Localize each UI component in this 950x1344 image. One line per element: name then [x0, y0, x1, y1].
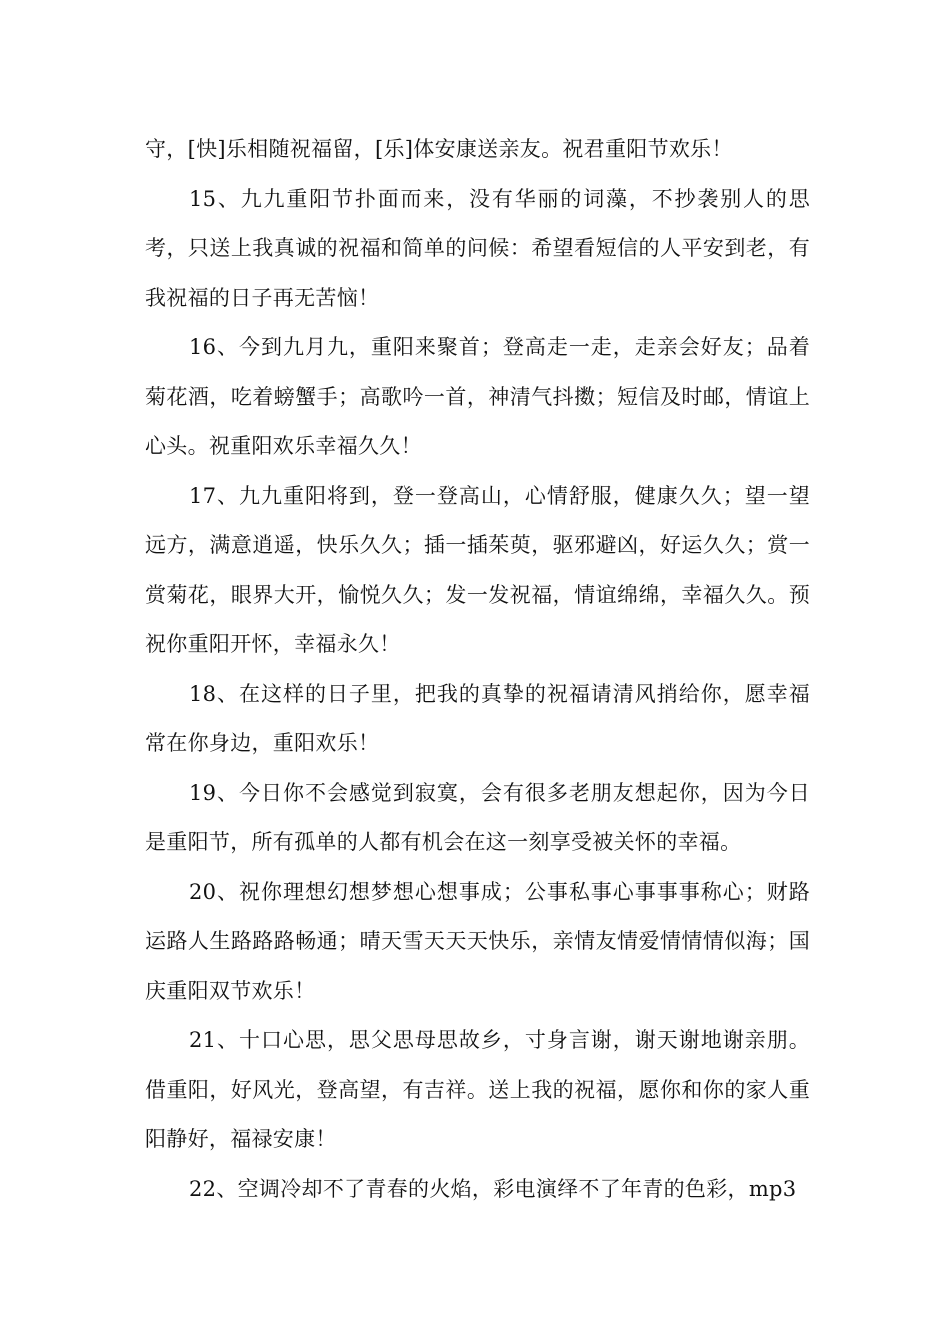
paragraph-item-19: 19、今日你不会感觉到寂寞，会有很多老朋友想起你，因为今日是重阳节，所有孤单的人都有机会在这一刻享受被关怀的幸福。: [145, 780, 810, 854]
paragraph-item-21: 21、十口心思，思父思母思故乡，寸身言谢，谢天谢地谢亲朋。借重阳，好风光，登高望，有吉祥。送上我的祝福，愿你和你的家人重阳静好，福禄安康！: [145, 1028, 810, 1151]
paragraph-item-22: 22、空调冷却不了青春的火焰，彩电演绎不了年青的色彩，mp3: [189, 1176, 797, 1201]
paragraph-continuation: 守，[快]乐相随祝福留，[乐]体安康送亲友。祝君重阳节欢乐！: [145, 137, 733, 161]
paragraph-item-18: 18、在这样的日子里，把我的真挚的祝福请清风捎给你，愿幸福常在你身边，重阳欢乐！: [145, 681, 810, 755]
document-body: [145, 125, 810, 1214]
paragraph-item-17: 17、九九重阳将到，登一登高山，心情舒服，健康久久；望一望远方，满意逍遥，快乐久久；插一插茱萸，驱邪避凶，好运久久；赏一赏菊花，眼界大开，愉悦久久；发一发祝福，情谊绵绵，幸福久久。预祝你重阳开怀，幸福永久！: [145, 483, 810, 656]
paragraph-item-20: 20、祝你理想幻想梦想心想事成；公事私事心事事事称心；财路运路人生路路路畅通；晴天雪天天天快乐，亲情友情爱情情情似海；国庆重阳双节欢乐！: [145, 879, 810, 1003]
paragraph-item-16: 16、今到九月九，重阳来聚首；登高走一走，走亲会好友；品着菊花酒，吃着螃蟹手；高歌吟一首，神清气抖擞；短信及时邮，情谊上心头。祝重阳欢乐幸福久久！: [145, 335, 810, 458]
paragraph-item-15: 15、九九重阳节扑面而来，没有华丽的词藻，不抄袭别人的思考，只送上我真诚的祝福和简单的问候：希望看短信的人平安到老，有我祝福的日子再无苦恼！: [145, 186, 810, 310]
